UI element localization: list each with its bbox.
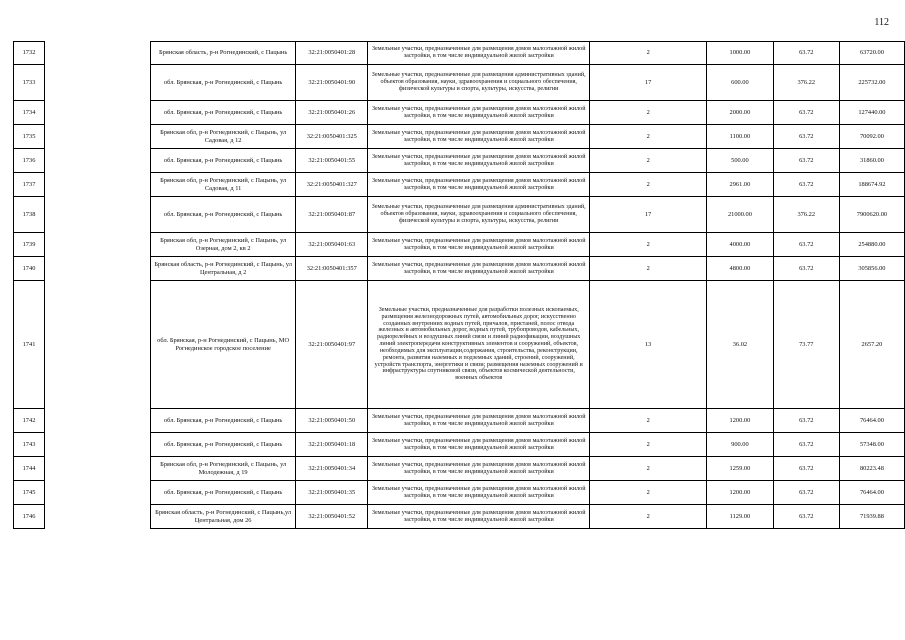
address-cell: обл. Брянская, р-н Рогнединский, с Пацынь <box>151 65 296 101</box>
row-number-cell: 1733 <box>14 65 45 101</box>
specific-value-cell: 63.72 <box>773 42 839 65</box>
address-cell: обл. Брянская, р-н Рогнединский, с Пацынь <box>151 197 296 233</box>
specific-value-cell: 63.72 <box>773 481 839 505</box>
cadastral-value-cell: 305856.00 <box>839 257 904 281</box>
table-row <box>151 197 905 233</box>
specific-value-cell: 73.77 <box>773 281 839 409</box>
area-cell: 2961.00 <box>707 173 774 197</box>
address-cell: Брянская область, р-н Рогнединский, с Пацынь, ул Центральная, д 2 <box>151 257 296 281</box>
land-purpose-cell: Земельные участки, предназначенные для размещения домов малоэтажной жилой застройки, в том числе индивидуальной жилой застройки <box>368 173 590 197</box>
cadastral-value-cell: 76464.00 <box>839 481 904 505</box>
row-number-cell: 1737 <box>14 173 45 197</box>
row-number-row <box>14 125 45 149</box>
area-cell: 4800.00 <box>707 257 774 281</box>
cadastral-value-cell: 7900620.00 <box>839 197 904 233</box>
table-row <box>151 505 905 529</box>
specific-value-cell: 63.72 <box>773 505 839 529</box>
land-purpose-cell: Земельные участки, предназначенные для размещения домов малоэтажной жилой застройки, в том числе индивидуальной жилой застройки <box>368 149 590 173</box>
area-cell: 500.00 <box>707 149 774 173</box>
specific-value-cell: 63.72 <box>773 125 839 149</box>
table-row <box>151 281 905 409</box>
row-number-cell: 1735 <box>14 125 45 149</box>
cadastral-number-cell: 32:21:0050401:50 <box>296 409 368 433</box>
category-code-cell: 17 <box>590 197 707 233</box>
address-cell: Брянская обл, р-н Рогнединский, с Пацынь, ул Садовая, д 11 <box>151 173 296 197</box>
address-cell: обл. Брянская, р-н Рогнединский, с Пацынь <box>151 481 296 505</box>
area-cell: 4000.00 <box>707 233 774 257</box>
table-row <box>151 65 905 101</box>
address-cell: обл. Брянская, р-н Рогнединский, с Пацынь <box>151 149 296 173</box>
specific-value-cell: 63.72 <box>773 257 839 281</box>
area-cell: 1200.00 <box>707 409 774 433</box>
row-number-row <box>14 65 45 101</box>
address-cell: Брянская обл, р-н Рогнединский, с Пацынь, ул Молодежная, д 19 <box>151 457 296 481</box>
category-code-cell: 2 <box>590 233 707 257</box>
area-cell: 1259.00 <box>707 457 774 481</box>
row-number-row <box>14 101 45 125</box>
land-purpose-cell: Земельные участки, предназначенные для разработки полезных ископаемых, размещения железнодорожных путей, автомобильных дорог, искусственно созданных внутренних водных путей, причалов, пристаней, полос отвода железных и автомобильных дорог, водных путей, трубопроводов, кабельных, радиорелейных и воздушных линий связи и линий радиофикации, воздушных линий электропередачи конструктивных элементов и сооружений, объектов, необходимых для эксплуатации,содержания, строительства, реконструкции, ремонта, развития наземных и подземных зданий, строений, сооружений, устройств транспорта, энергетики и связи; размещения наземных сооружений и инфраструктуры спутниковой связи, объектов космической деятельности, военных объектов <box>368 281 590 409</box>
cadastral-value-cell: 254880.00 <box>839 233 904 257</box>
cadastral-value-cell: 188674.92 <box>839 173 904 197</box>
table-row <box>151 257 905 281</box>
cadastral-value-cell: 76464.00 <box>839 409 904 433</box>
address-cell: Брянская обл, р-н Рогнединский, с Пацынь, ул Озерная, дом 2, кв 2 <box>151 233 296 257</box>
address-cell: Брянская область, р-н Рогнединский, с Пацынь,ул Центральная, дом 26 <box>151 505 296 529</box>
address-cell: обл. Брянская, р-н Рогнединский, с Пацынь <box>151 433 296 457</box>
cadastral-value-cell: 57348.00 <box>839 433 904 457</box>
row-number-row <box>14 409 45 433</box>
land-purpose-cell: Земельные участки, предназначенные для размещения домов малоэтажной жилой застройки, в том числе индивидуальной жилой застройки <box>368 42 590 65</box>
cadastral-number-cell: 32:21:0050401:34 <box>296 457 368 481</box>
cadastral-value-cell: 71939.88 <box>839 505 904 529</box>
area-cell: 900.00 <box>707 433 774 457</box>
category-code-cell: 2 <box>590 42 707 65</box>
address-cell: обл. Брянская, р-н Рогнединский, с Пацынь <box>151 409 296 433</box>
land-purpose-cell: Земельные участки, предназначенные для размещения административных зданий, объектов образования, науки, здравоохранения и социального обеспечения, физической культуры и спорта, культуры, искусства, религии <box>368 65 590 101</box>
row-number-row <box>14 173 45 197</box>
address-cell: обл. Брянская, р-н Рогнединский, с Пацынь <box>151 101 296 125</box>
cadastral-value-cell: 70092.00 <box>839 125 904 149</box>
row-number-cell: 1738 <box>14 197 45 233</box>
page-number: 112 <box>874 17 889 28</box>
cadastral-number-cell: 32:21:0050401:52 <box>296 505 368 529</box>
cadastral-number-cell: 32:21:0050401:357 <box>296 257 368 281</box>
row-number-row <box>14 197 45 233</box>
row-number-cell: 1745 <box>14 481 45 505</box>
area-cell: 21000.00 <box>707 197 774 233</box>
category-code-cell: 2 <box>590 505 707 529</box>
row-number-row <box>14 42 45 65</box>
row-number-cell: 1739 <box>14 233 45 257</box>
land-purpose-cell: Земельные участки, предназначенные для размещения домов малоэтажной жилой застройки, в том числе индивидуальной жилой застройки <box>368 481 590 505</box>
cadastral-value-cell: 225732.00 <box>839 65 904 101</box>
category-code-cell: 2 <box>590 101 707 125</box>
table-row <box>151 125 905 149</box>
row-number-column <box>13 41 45 529</box>
category-code-cell: 2 <box>590 433 707 457</box>
land-purpose-cell: Земельные участки, предназначенные для размещения домов малоэтажной жилой застройки, в том числе индивидуальной жилой застройки <box>368 101 590 125</box>
cadastral-number-cell: 32:21:0050401:97 <box>296 281 368 409</box>
category-code-cell: 2 <box>590 457 707 481</box>
specific-value-cell: 376.22 <box>773 197 839 233</box>
category-code-cell: 2 <box>590 481 707 505</box>
table-row <box>151 481 905 505</box>
address-cell: обл. Брянская, р-н Рогнединский, с Пацынь, МО Рогнединское городское поселение <box>151 281 296 409</box>
cadastral-number-cell: 32:21:0050401:90 <box>296 65 368 101</box>
category-code-cell: 17 <box>590 65 707 101</box>
area-cell: 600.00 <box>707 65 774 101</box>
category-code-cell: 2 <box>590 125 707 149</box>
category-code-cell: 2 <box>590 409 707 433</box>
row-number-cell: 1734 <box>14 101 45 125</box>
cadastral-number-cell: 32:21:0050401:55 <box>296 149 368 173</box>
row-number-cell: 1732 <box>14 42 45 65</box>
table-row <box>151 149 905 173</box>
row-number-cell: 1746 <box>14 505 45 529</box>
cadastral-number-cell: 32:21:0050401:63 <box>296 233 368 257</box>
category-code-cell: 2 <box>590 149 707 173</box>
table-row <box>151 173 905 197</box>
specific-value-cell: 63.72 <box>773 233 839 257</box>
area-cell: 2000.00 <box>707 101 774 125</box>
specific-value-cell: 63.72 <box>773 173 839 197</box>
cadastral-number-cell: 32:21:0050401:35 <box>296 481 368 505</box>
cadastral-value-cell: 127440.00 <box>839 101 904 125</box>
row-number-cell: 1740 <box>14 257 45 281</box>
land-purpose-cell: Земельные участки, предназначенные для размещения домов малоэтажной жилой застройки, в том числе индивидуальной жилой застройки <box>368 433 590 457</box>
cadastral-number-cell: 32:21:0050401:26 <box>296 101 368 125</box>
row-number-row <box>14 233 45 257</box>
row-number-row <box>14 257 45 281</box>
table-row <box>151 42 905 65</box>
cadastral-value-cell: 2657.20 <box>839 281 904 409</box>
cadastral-number-cell: 32:21:0050401:28 <box>296 42 368 65</box>
land-purpose-cell: Земельные участки, предназначенные для размещения домов малоэтажной жилой застройки, в том числе индивидуальной жилой застройки <box>368 409 590 433</box>
cadastral-number-cell: 32:21:0050401:87 <box>296 197 368 233</box>
row-number-row <box>14 149 45 173</box>
land-purpose-cell: Земельные участки, предназначенные для размещения административных зданий, объектов образования, науки, здравоохранения и социального обеспечения, физической культуры и спорта, культуры, искусства, религии <box>368 197 590 233</box>
cadastral-number-cell: 32:21:0050401:18 <box>296 433 368 457</box>
address-cell: Брянская область, р-н Рогнединский, с Пацынь <box>151 42 296 65</box>
row-number-cell: 1743 <box>14 433 45 457</box>
land-purpose-cell: Земельные участки, предназначенные для размещения домов малоэтажной жилой застройки, в том числе индивидуальной жилой застройки <box>368 257 590 281</box>
land-purpose-cell: Земельные участки, предназначенные для размещения домов малоэтажной жилой застройки, в том числе индивидуальной жилой застройки <box>368 233 590 257</box>
row-number-cell: 1744 <box>14 457 45 481</box>
area-cell: 1100.00 <box>707 125 774 149</box>
area-cell: 1200.00 <box>707 481 774 505</box>
row-number-row <box>14 433 45 457</box>
land-purpose-cell: Земельные участки, предназначенные для размещения домов малоэтажной жилой застройки, в том числе индивидуальной жилой застройки <box>368 457 590 481</box>
specific-value-cell: 376.22 <box>773 65 839 101</box>
specific-value-cell: 63.72 <box>773 101 839 125</box>
category-code-cell: 13 <box>590 281 707 409</box>
table-row <box>151 433 905 457</box>
area-cell: 36.02 <box>707 281 774 409</box>
land-purpose-cell: Земельные участки, предназначенные для размещения домов малоэтажной жилой застройки, в том числе индивидуальной жилой застройки <box>368 125 590 149</box>
address-cell: Брянская обл, р-н Рогнединский, с Пацынь, ул Садовая, д 12 <box>151 125 296 149</box>
row-number-cell: 1736 <box>14 149 45 173</box>
specific-value-cell: 63.72 <box>773 457 839 481</box>
cadastral-number-cell: 32:21:0050401:327 <box>296 173 368 197</box>
category-code-cell: 2 <box>590 173 707 197</box>
land-purpose-cell: Земельные участки, предназначенные для размещения домов малоэтажной жилой застройки, в том числе индивидуальной жилой застройки <box>368 505 590 529</box>
specific-value-cell: 63.72 <box>773 149 839 173</box>
row-number-row <box>14 457 45 481</box>
cadastral-value-cell: 63720.00 <box>839 42 904 65</box>
table-row <box>151 233 905 257</box>
land-plots-table <box>150 41 905 529</box>
row-number-cell: 1741 <box>14 281 45 409</box>
row-number-row <box>14 505 45 529</box>
table-row <box>151 101 905 125</box>
row-number-cell: 1742 <box>14 409 45 433</box>
specific-value-cell: 63.72 <box>773 409 839 433</box>
cadastral-number-cell: 32:21:0050401:325 <box>296 125 368 149</box>
cadastral-value-cell: 80223.48 <box>839 457 904 481</box>
area-cell: 1000.00 <box>707 42 774 65</box>
area-cell: 1129.00 <box>707 505 774 529</box>
table-row <box>151 457 905 481</box>
row-number-row <box>14 281 45 409</box>
specific-value-cell: 63.72 <box>773 433 839 457</box>
table-row <box>151 409 905 433</box>
cadastral-value-cell: 31860.00 <box>839 149 904 173</box>
row-number-row <box>14 481 45 505</box>
category-code-cell: 2 <box>590 257 707 281</box>
